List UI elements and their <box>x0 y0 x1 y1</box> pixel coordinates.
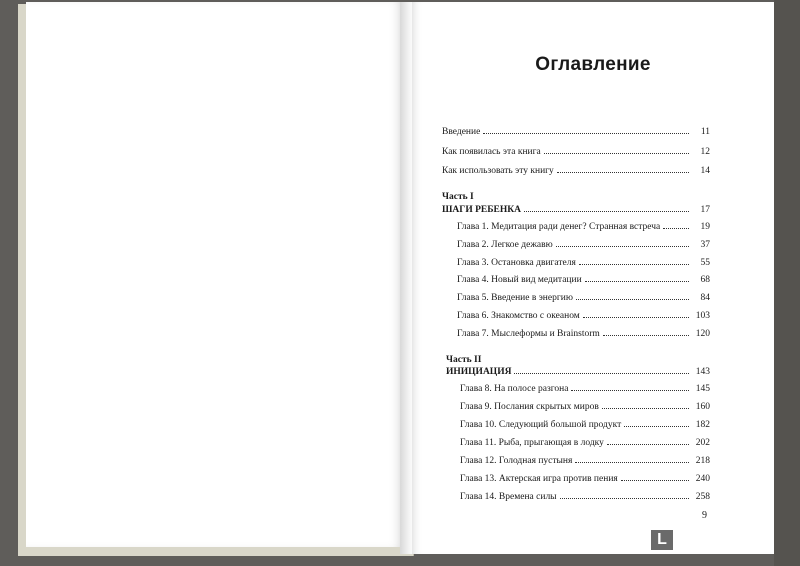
leader-dots <box>571 390 689 391</box>
chapter-label: Глава 2. Легкое дежавю <box>457 240 553 250</box>
chapter-entry <box>457 258 710 268</box>
chapter-entry <box>457 311 710 321</box>
leader-dots <box>624 426 689 427</box>
leader-dots <box>557 172 689 173</box>
leader-dots <box>583 317 689 318</box>
part-2-page: 143 <box>695 367 710 377</box>
chapter-entry <box>460 420 710 430</box>
chapter-page: 145 <box>695 384 710 394</box>
leader-dots <box>603 335 689 336</box>
leader-dots <box>602 408 689 409</box>
chapter-entry <box>457 222 710 232</box>
chapter-entry <box>460 492 710 502</box>
toc-entry <box>442 166 710 176</box>
toc-entry-label: Как использовать эту книгу <box>442 166 554 176</box>
chapter-page: 202 <box>695 438 710 448</box>
chapter-page: 84 <box>700 293 710 303</box>
chapter-page: 103 <box>695 311 710 321</box>
chapter-label: Глава 10. Следующий большой продукт <box>460 420 622 430</box>
chapter-page: 19 <box>700 222 710 232</box>
toc-title: Оглавление <box>535 54 651 75</box>
toc-entry <box>442 147 710 157</box>
toc-page <box>412 2 774 554</box>
chapter-entry <box>457 275 710 285</box>
leader-dots <box>483 133 689 134</box>
part-2-label: Часть II <box>446 355 482 365</box>
leader-dots <box>621 480 689 481</box>
chapter-entry <box>460 384 710 394</box>
watermark-logo: L <box>651 530 673 550</box>
part-2-title-row <box>446 367 710 377</box>
chapter-page: 68 <box>700 275 710 285</box>
chapter-page: 258 <box>695 492 710 502</box>
toc-entry <box>442 127 710 137</box>
leader-dots <box>556 246 689 247</box>
left-blank-page <box>26 2 404 547</box>
toc-entry-page: 12 <box>700 147 710 157</box>
part-2-title: ИНИЦИАЦИЯ <box>446 367 512 377</box>
chapter-entry <box>460 474 710 484</box>
part-1-title-row <box>442 205 710 215</box>
part-1-title: ШАГИ РЕБЕНКА <box>442 205 521 215</box>
part-1-label: Часть I <box>442 192 474 202</box>
chapter-label: Глава 3. Остановка двигателя <box>457 258 576 268</box>
chapter-entry <box>457 329 710 339</box>
chapter-page: 240 <box>695 474 710 484</box>
chapter-label: Глава 9. Послания скрытых миров <box>460 402 599 412</box>
leader-dots <box>579 264 689 265</box>
chapter-label: Глава 8. На полосе разгона <box>460 384 569 394</box>
chapter-entry <box>457 293 710 303</box>
toc-entry-label: Введение <box>442 127 481 137</box>
chapter-page: 160 <box>695 402 710 412</box>
chapter-label: Глава 12. Голодная пустыня <box>460 456 573 466</box>
leader-dots <box>585 281 689 282</box>
chapter-label: Глава 13. Актерская игра против пения <box>460 474 618 484</box>
chapter-label: Глава 4. Новый вид медитации <box>457 275 582 285</box>
leader-dots <box>544 153 689 154</box>
chapter-entry <box>457 240 710 250</box>
leader-dots <box>607 444 689 445</box>
chapter-label: Глава 7. Мыслеформы и Brainstorm <box>457 329 600 339</box>
chapter-page: 55 <box>700 258 710 268</box>
toc-entry-page: 14 <box>700 166 710 176</box>
chapter-page: 37 <box>700 240 710 250</box>
chapter-page: 182 <box>695 420 710 430</box>
leader-dots <box>560 498 689 499</box>
page-number: 9 <box>702 510 707 521</box>
chapter-label: Глава 6. Знакомство с океаном <box>457 311 580 321</box>
background-edge <box>774 0 800 566</box>
leader-dots <box>575 462 689 463</box>
chapter-entry <box>460 402 710 412</box>
leader-dots <box>524 211 689 212</box>
leader-dots <box>663 228 689 229</box>
toc-entry-label: Как появилась эта книга <box>442 147 541 157</box>
leader-dots <box>576 299 689 300</box>
chapter-entry <box>460 456 710 466</box>
part-1-page: 17 <box>700 205 710 215</box>
leader-dots <box>514 373 689 374</box>
chapter-label: Глава 11. Рыба, прыгающая в лодку <box>460 438 604 448</box>
chapter-label: Глава 14. Времена силы <box>460 492 557 502</box>
chapter-page: 120 <box>695 329 710 339</box>
chapter-entry <box>460 438 710 448</box>
toc-entry-page: 11 <box>700 127 710 137</box>
chapter-label: Глава 5. Введение в энергию <box>457 293 573 303</box>
chapter-label: Глава 1. Медитация ради денег? Странная встреча <box>457 222 661 232</box>
chapter-page: 218 <box>695 456 710 466</box>
